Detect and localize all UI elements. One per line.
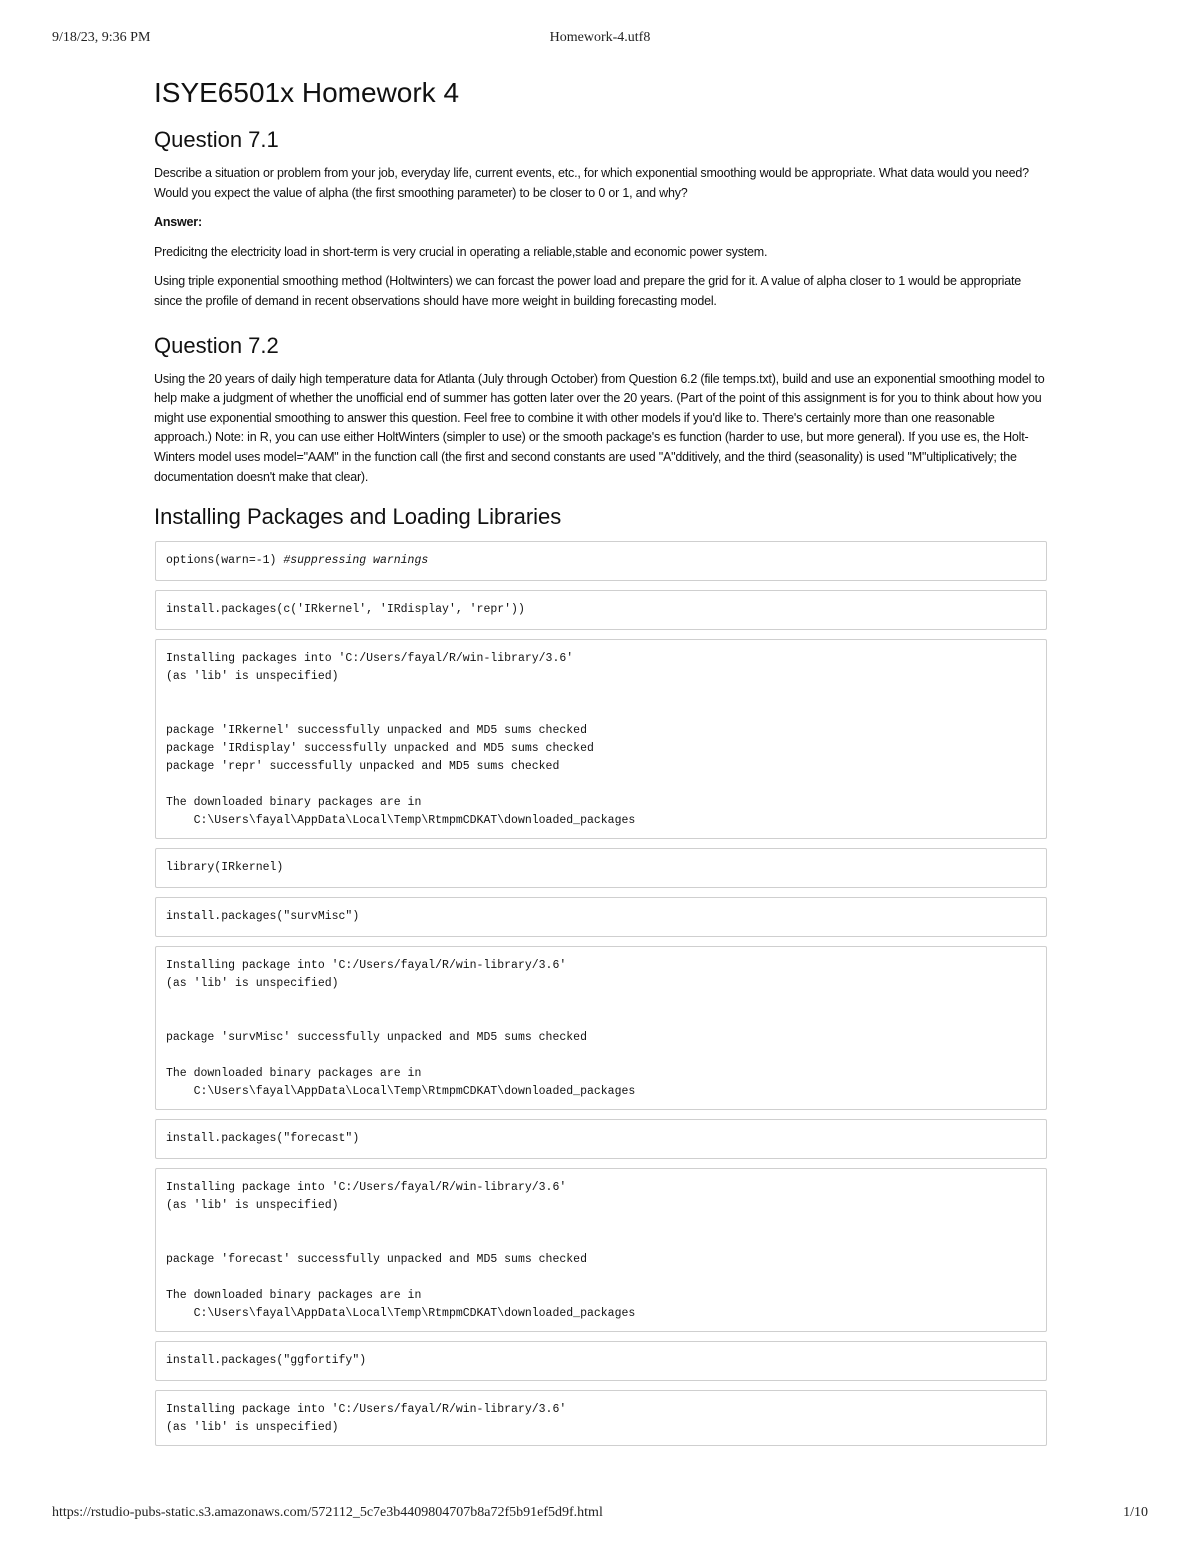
- answer-label: Answer:: [154, 215, 202, 230]
- question-7-1-heading: Question 7.1: [154, 127, 279, 152]
- code-comment: #suppressing warnings: [283, 554, 429, 568]
- print-header: [52, 30, 1148, 50]
- page-number: 1/10: [1123, 1505, 1148, 1520]
- output-cell-install-ggfortify: Installing package into 'C:/Users/fayal/R/win-library/3.6' (as 'lib' is unspecified): [155, 1390, 1047, 1446]
- question-7-2-heading: Question 7.2: [154, 332, 279, 358]
- print-datetime: 9/18/23, 9:36 PM: [52, 30, 151, 45]
- print-footer: [52, 1505, 1148, 1525]
- print-doc-title: Homework-4.utf8: [549, 30, 651, 45]
- code-cell-options: [155, 541, 1047, 581]
- code-cell-install-forecast: install.packages("forecast"): [155, 1119, 1047, 1159]
- code-cell-install-irkernel: install.packages(c('IRkernel', 'IRdisplay', 'repr')): [155, 590, 1047, 630]
- answer-paragraph-2: Using triple exponential smoothing method (Holtwinters) we can forcast the power load and prepare the grid for it. A value of alpha closer to 1 would be appropriate since the profile of demand in recent observations should have more weight in building forecasting model.: [154, 274, 1022, 308]
- answer-paragraph-1: Predicitng the electricity load in short-term is very crucial in operating a reliable,stable and economic power system.: [154, 244, 768, 259]
- output-cell-install-irkernel: Installing packages into 'C:/Users/fayal/R/win-library/3.6' (as 'lib' is unspecified) package 'IRkernel' successfully unpacked and MD5 sums checked package 'IRdisplay' successfully unpacked and MD5 sums checked package 'repr' successfully unpacked and MD5 sums checked The downloaded binary packages are in C:\Users\fayal\AppData\Local\Temp\RtmpmCDKAT\downloaded_packages: [155, 639, 1047, 839]
- page-url-link[interactable]: https://rstudio-pubs-static.s3.amazonaws.com/572112_5c7e3b4409804707b8a72f5b91ef5d9f.html: [52, 1505, 603, 1520]
- code-cell-install-ggfortify: install.packages("ggfortify"): [155, 1341, 1047, 1381]
- code-cell-install-survmisc: install.packages("survMisc"): [155, 897, 1047, 937]
- code-cell-library-irkernel: library(IRkernel): [155, 848, 1047, 888]
- output-cell-install-survmisc: Installing package into 'C:/Users/fayal/R/win-library/3.6' (as 'lib' is unspecified) package 'survMisc' successfully unpacked and MD5 sums checked The downloaded binary packages are in C:\Users\fayal\AppData\Local\Temp\RtmpmCDKAT\downloaded_packages: [155, 946, 1047, 1110]
- question-7-2-prompt: Using the 20 years of daily high temperature data for Atlanta (July through October) from Question 6.2 (file temps.txt), build and use an exponential smoothing model to help make a judgment of whether the unofficial end of summer has gotten later over the 20 years. (Part of the point of this assignment is for you to think about how you might use exponential smoothing to answer this question. Feel free to combine it with other models if you'd like to. There's certainly more than one reasonable approach.) Note: in R, you can use either HoltWinters (simpler to use) or the smooth package's es function (harder to use, but more general). If you use es, the Holt-Winters model uses model="AAM" in the function call (the first and second constants are used "A"dditively, and the third (seasonality) is used "M"ultiplicatively; the documentation doesn't make that clear).: [154, 371, 1045, 484]
- page-title: ISYE6501x Homework 4: [154, 77, 460, 108]
- code-text: options(warn=-1): [166, 554, 284, 568]
- document-body: [154, 72, 1048, 1455]
- output-cell-install-forecast: Installing package into 'C:/Users/fayal/R/win-library/3.6' (as 'lib' is unspecified) package 'forecast' successfully unpacked and MD5 sums checked The downloaded binary packages are in C:\Users\fayal\AppData\Local\Temp\RtmpmCDKAT\downloaded_packages: [155, 1168, 1047, 1332]
- question-7-1-prompt: Describe a situation or problem from your job, everyday life, current events, etc., for which exponential smoothing would be appropriate. What data would you need? Would you expect the value of alpha (the first smoothing parameter) to be closer to 0 or 1, and why?: [154, 166, 1029, 200]
- packages-section-heading: Installing Packages and Loading Libraries: [154, 504, 562, 530]
